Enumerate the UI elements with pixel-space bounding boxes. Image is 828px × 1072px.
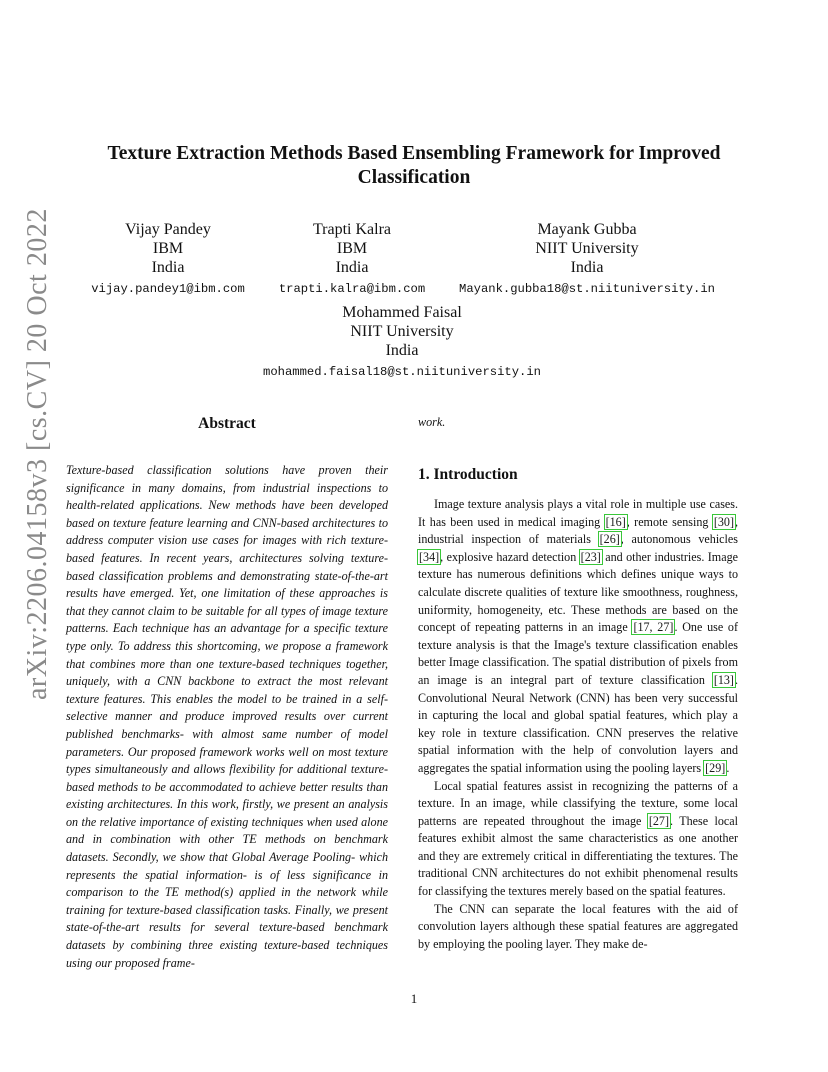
author-affiliation: NIIT University: [350, 323, 454, 340]
text-run: Local spatial features assist in recognizing the patterns of a texture. In an image, while classifying the texture, some local patterns are repeated throughout the image: [418, 778, 738, 828]
author-email: Mayank.gubba18@st.niituniversity.in: [459, 282, 715, 296]
citation-link[interactable]: [34]: [419, 549, 440, 564]
author-email: mohammed.faisal18@st.niituniversity.in: [263, 365, 541, 379]
arxiv-sidebar-stamp: arXiv:2206.04158v3 [cs.CV] 20 Oct 2022: [22, 208, 53, 700]
author-affiliation: IBM: [152, 240, 184, 257]
citation-link[interactable]: [13]: [713, 672, 734, 687]
text-run: and other industries. Image texture has numerous definitions which defines unique ways to calculate discrete qualities of texture like smoothness, roughness, uniformity, homogeneity, etc. These methods are based on the concept of repeating patterns in an image: [418, 549, 738, 635]
abstract-continuation: work.: [418, 415, 446, 429]
author-block: [254, 303, 550, 382]
author-block: [90, 220, 246, 299]
text-run: . Convolutional Neural Network (CNN) has been very successful in capturing the local and global spatial features, which play a key role in texture classification. CNN preserves the relative spatial information with the help of convolution layers and aggregates the spatial information using the pooling layers: [418, 672, 738, 775]
text-run: . These local features exhibit almost the same characteristics as one another and they are extremely critical in differentiating the textures. The traditional CNN architectures do not exhibit phenomenal results for classifying the textures merely based on the spatial features.: [418, 813, 738, 899]
author-affiliation: IBM: [336, 240, 368, 257]
author-email: vijay.pandey1@ibm.com: [91, 282, 245, 296]
citation-link[interactable]: [30]: [713, 514, 734, 529]
author-country: India: [385, 342, 419, 359]
author-country: India: [335, 259, 369, 276]
author-country: India: [151, 259, 185, 276]
section-heading-introduction: 1. Introduction: [418, 466, 518, 483]
text-run: , autonomous vehicles: [620, 532, 738, 547]
author-name: Mayank Gubba: [537, 221, 637, 238]
text-run: , industrial inspection of materials: [418, 514, 739, 547]
author-name: Mohammed Faisal: [342, 304, 462, 321]
text-run: , explosive hazard detection: [440, 549, 580, 564]
citation-link[interactable]: [16]: [605, 514, 626, 529]
text-run: .: [726, 760, 730, 775]
citation-link[interactable]: [26]: [599, 532, 620, 547]
author-country: India: [570, 259, 604, 276]
citation-link[interactable]: [23]: [580, 549, 601, 564]
author-block: [456, 220, 718, 299]
citation-link[interactable]: [29]: [705, 760, 726, 775]
citation-link[interactable]: [17, 27]: [633, 620, 674, 635]
text-run: . One use of texture analysis is that the Image's texture classification enables better Image classification. The spatial distribution of pixels from an image is an integral part of texture classification: [418, 620, 738, 687]
author-name: Vijay Pandey: [125, 221, 211, 238]
page-number: 1: [410, 991, 418, 1006]
intro-paragraph: The CNN can separate the local features with the aid of convolution layers although these spatial features are aggregated by employing the pooling layer. They make de-: [418, 901, 738, 951]
intro-paragraph: [418, 778, 738, 901]
author-email: trapti.kalra@ibm.com: [278, 282, 426, 296]
author-name: Trapti Kalra: [312, 221, 392, 238]
intro-paragraph: [418, 496, 738, 778]
citation-link[interactable]: [27]: [648, 813, 669, 828]
author-block: [276, 220, 428, 299]
text-run: , remote sensing: [626, 514, 713, 529]
abstract-text: Texture-based classification solutions have proven their significance in many domains, from industrial inspections to health-related applications. New methods have been developed based on texture feature learning and CNN-based architectures to address computer vision use cases for images with rich texture-based features. In recent years, architectures solving texture-based classification problems and demonstrating state-of-the-art results have emerged. Yet, one limitation of these approaches is that they cannot claim to be suitable for all types of image texture patterns. Each technique has an advantage for a specific texture type only. To address this shortcoming, we propose a framework that combines more than one texture-based techniques together, uniquely, with a CNN backbone to extract the most relevant texture features. This enables the model to be trained in a self-selective manner and produce improved results over current published benchmarks- with almost same number of model parameters. Our proposed framework works well on most texture types simultaneously and allows flexibility for additional texture-based methods to be accommodated to achieve better results than existing architectures. In this work, firstly, we present an analysis on the relative importance of existing techniques when used alone and in combination with other TE methods on benchmark datasets. Secondly, we show that Global Average Pooling- which represents the spatial information- is of less significance in comparison to the TE method(s) applied in the network while training for texture-based classification tasks. Finally, we present state-of-the-art results for several texture-based benchmark datasets by combining three existing texture-based techniques using our proposed frame-: [66, 463, 388, 970]
author-affiliation: NIIT University: [535, 240, 639, 257]
paper-title: Texture Extraction Methods Based Ensembling Framework for Improved Classification: [107, 143, 721, 188]
text-run: Image texture analysis plays a vital role in multiple use cases. It has been used in medical imaging: [418, 497, 738, 529]
abstract-heading: Abstract: [198, 415, 256, 432]
introduction-text: [418, 496, 738, 953]
